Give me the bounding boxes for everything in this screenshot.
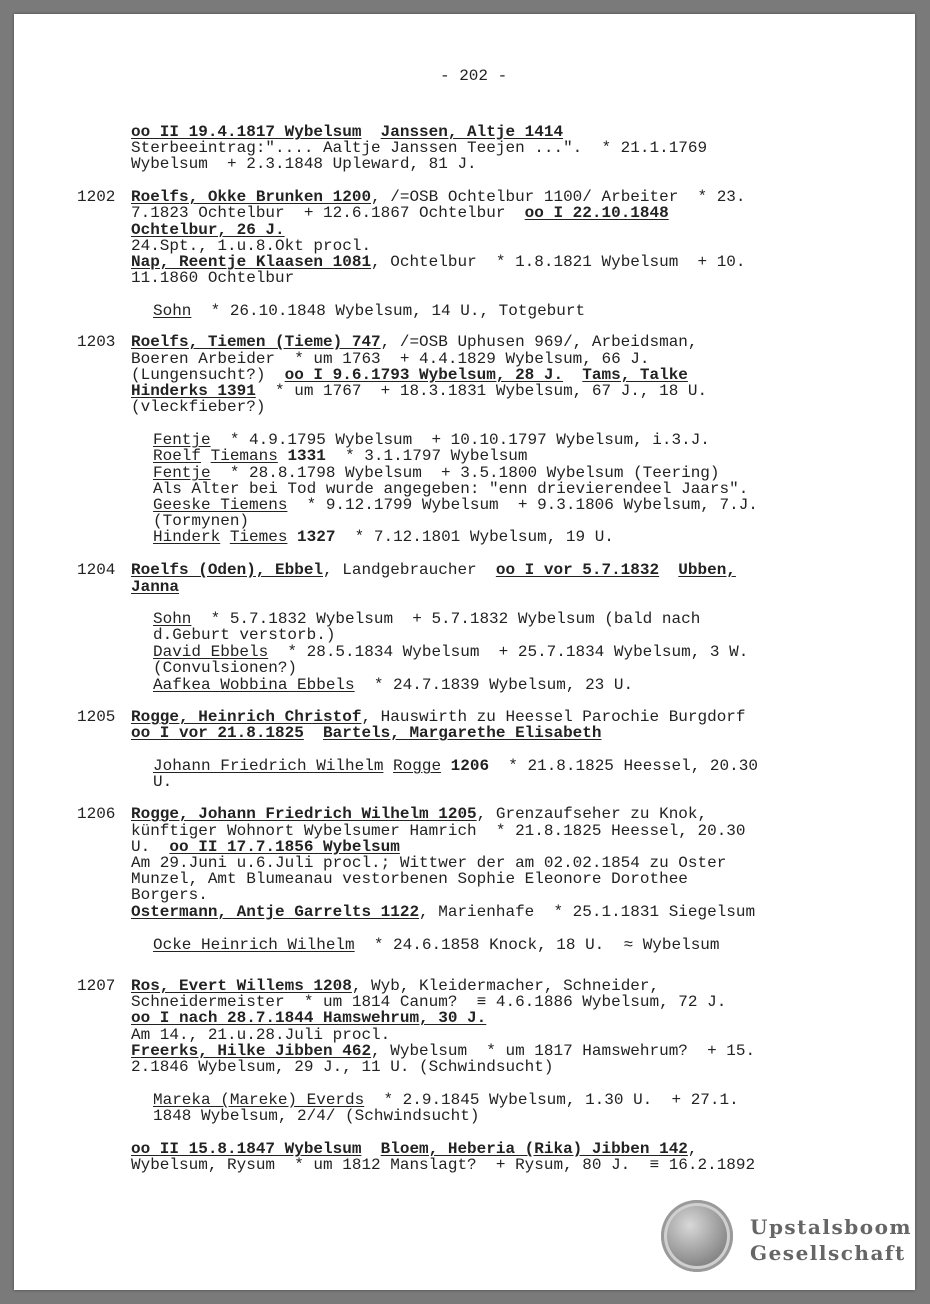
- text-segment: (Lungensucht?): [131, 366, 285, 384]
- person-reference: Ostermann, Antje Garrelts 1122: [131, 903, 420, 921]
- text-segment: [383, 757, 393, 775]
- text-segment: U.: [131, 838, 170, 856]
- text-segment: , Grenzaufseher zu Knok,: [476, 805, 708, 823]
- text-line: [153, 758, 758, 774]
- text-line: [131, 399, 265, 415]
- person-reference: Bartels, Margarethe Elisabeth: [323, 724, 602, 742]
- person-reference: Janssen, Altje 1414: [380, 123, 564, 141]
- text-line: [131, 238, 371, 254]
- text-line: [153, 937, 720, 953]
- person-reference: Ochtelbur, 26 J.: [131, 221, 285, 239]
- person-reference: oo II 15.8.1847 Wybelsum: [131, 1140, 362, 1158]
- text-line: [131, 351, 649, 367]
- person-reference: oo II 19.4.1817 Wybelsum: [131, 123, 362, 141]
- person-reference: Roelfs, Tiemen (Tieme) 747: [131, 333, 381, 351]
- text-segment: * 24.6.1858 Knock, 18 U. ≈ Wybelsum: [354, 936, 720, 954]
- person-reference: Roelfs (Oden), Ebbel: [131, 561, 324, 579]
- text-segment: Munzel, Amt Blumeanau vestorbenen Sophie Eleonore Dorothee: [131, 870, 688, 888]
- child-name: Hinderk: [153, 528, 221, 546]
- person-reference: oo I 9.6.1793 Wybelsum, 28 J.: [284, 366, 564, 384]
- text-line: [131, 725, 601, 741]
- person-reference: Janna: [131, 578, 180, 596]
- entry-number: 1206: [77, 805, 116, 823]
- text-segment: Sterbeeintrag:".... Aaltje Janssen Teejen ...". * 21.1.1769: [131, 139, 708, 157]
- text-segment: 11.1860 Ochtelbur: [131, 269, 295, 287]
- person-reference: oo I 22.10.1848: [524, 204, 669, 222]
- child-name: Rogge: [393, 757, 442, 775]
- text-line: [131, 140, 707, 156]
- text-line: [153, 611, 700, 627]
- text-segment: , /=OSB Ochtelbur 1100/ Arbeiter * 23.: [371, 188, 746, 206]
- text-segment: * 9.12.1799 Wybelsum + 9.3.1806 Wybelsum, 7.J.: [287, 496, 758, 514]
- child-name: Sohn: [153, 610, 192, 628]
- text-line: [131, 978, 659, 994]
- person-reference: Freerks, Hilke Jibben 462: [131, 1042, 372, 1060]
- text-segment: * 24.7.1839 Wybelsum, 23 U.: [354, 676, 634, 694]
- text-segment: Als Alter bei Tod wurde angegeben: "enn drievierendeel Jaars".: [153, 480, 749, 498]
- text-segment: , Wybelsum * um 1817 Hamswehrum? + 15.: [371, 1042, 756, 1060]
- text-line: [131, 383, 707, 399]
- text-line: [131, 855, 726, 871]
- text-line: [131, 222, 285, 238]
- text-line: [153, 481, 748, 497]
- entry-number: 1204: [77, 561, 116, 579]
- text-line: [131, 823, 746, 839]
- text-segment: Borgers.: [131, 886, 208, 904]
- text-line: [131, 579, 179, 595]
- text-line: [153, 303, 585, 319]
- text-line: [131, 1059, 553, 1075]
- text-line: [131, 806, 707, 822]
- person-reference: oo I vor 5.7.1832: [495, 561, 660, 579]
- text-segment: [287, 528, 297, 546]
- text-segment: 1327: [297, 528, 336, 546]
- text-line: [131, 270, 294, 286]
- text-segment: (vleckfieber?): [131, 398, 266, 416]
- text-segment: [220, 528, 230, 546]
- text-segment: d.Geburt verstorb.): [153, 626, 336, 644]
- text-segment: * 4.9.1795 Wybelsum + 10.10.1797 Wybelsum, i.3.J.: [210, 431, 710, 449]
- text-segment: 1848 Wybelsum, 2/4/ (Schwindsucht): [153, 1107, 480, 1125]
- text-line: [131, 562, 736, 578]
- text-line: [153, 513, 249, 529]
- child-name: Mareka (Mareke) Everds: [153, 1091, 365, 1109]
- text-line: [131, 367, 688, 383]
- text-segment: * 7.12.1801 Wybelsum, 19 U.: [335, 528, 614, 546]
- text-line: [153, 1092, 739, 1108]
- text-segment: * um 1767 + 18.3.1831 Wybelsum, 67 J., 18 U.: [255, 382, 708, 400]
- text-line: [153, 497, 758, 513]
- text-segment: (Tormynen): [153, 512, 250, 530]
- text-line: [131, 709, 746, 725]
- text-segment: Wybelsum + 2.3.1848 Upleward, 81 J.: [131, 155, 477, 173]
- text-line: [153, 529, 614, 545]
- text-segment: * 28.5.1834 Wybelsum + 25.7.1834 Wybelsum, 3 W.: [268, 643, 749, 661]
- text-segment: U.: [153, 773, 173, 791]
- text-segment: 7.1823 Ochtelbur + 12.6.1867 Ochtelbur: [131, 204, 525, 222]
- text-line: [131, 887, 208, 903]
- person-reference: oo I nach 28.7.1844 Hamswehrum, 30 J.: [131, 1009, 487, 1027]
- text-segment: * 5.7.1832 Wybelsum + 5.7.1832 Wybelsum (bald nach: [191, 610, 701, 628]
- text-line: [131, 156, 477, 172]
- text-line: [131, 1141, 698, 1157]
- text-line: [131, 124, 563, 140]
- text-line: [131, 189, 746, 205]
- text-segment: 1331: [287, 447, 326, 465]
- text-segment: , Marienhafe * 25.1.1831 Siegelsum: [419, 903, 756, 921]
- child-name: Tiemans: [210, 447, 278, 465]
- entry-number: 1205: [77, 708, 116, 726]
- text-line: [153, 465, 720, 481]
- text-segment: , Landgebraucher: [323, 561, 496, 579]
- person-reference: Bloem, Heberia (Rika) Jibben 142: [380, 1140, 688, 1158]
- person-reference: Rogge, Johann Friedrich Wilhelm 1205: [131, 805, 477, 823]
- text-segment: [201, 447, 211, 465]
- person-reference: Ros, Evert Willems 1208: [131, 977, 352, 995]
- text-segment: künftiger Wohnort Wybelsumer Hamrich * 21.8.1825 Heessel, 20.30: [131, 822, 746, 840]
- text-segment: , /=OSB Uphusen 969/, Arbeidsman,: [380, 333, 698, 351]
- text-segment: * 28.8.1798 Wybelsum + 3.5.1800 Wybelsum (Teering): [210, 464, 720, 482]
- text-segment: Am 14., 21.u.28.Juli procl.: [131, 1026, 391, 1044]
- text-line: [153, 627, 335, 643]
- text-line: [131, 1043, 755, 1059]
- text-line: [153, 660, 297, 676]
- text-line: [131, 994, 726, 1010]
- text-segment: Schneidermeister * um 1814 Canum? ≡ 4.6.1886 Wybelsum, 72 J.: [131, 993, 727, 1011]
- child-name: Ocke Heinrich Wilhelm: [153, 936, 355, 954]
- person-reference: Nap, Reentje Klaasen 1081: [131, 253, 372, 271]
- text-line: [131, 1027, 390, 1043]
- text-line: [131, 871, 688, 887]
- person-reference: Rogge, Heinrich Christof: [131, 708, 362, 726]
- child-name: David Ebbels: [153, 643, 269, 661]
- child-name: Sohn: [153, 302, 192, 320]
- text-segment: [659, 561, 678, 579]
- logo-line1: Upstalsboom: [750, 1215, 913, 1239]
- person-reference: Ubben,: [678, 561, 736, 579]
- text-line: [131, 839, 400, 855]
- text-line: [131, 254, 746, 270]
- child-name: Fentje: [153, 464, 211, 482]
- person-reference: Hinderks 1391: [131, 382, 256, 400]
- text-line: [131, 205, 669, 221]
- text-segment: * 21.8.1825 Heessel, 20.30: [489, 757, 758, 775]
- text-segment: 1206: [450, 757, 490, 775]
- text-line: [131, 1010, 486, 1026]
- text-line: [153, 774, 172, 790]
- child-name: Johann Friedrich Wilhelm: [153, 757, 384, 775]
- text-segment: 24.Spt., 1.u.8.Okt procl.: [131, 237, 372, 255]
- text-segment: [441, 757, 451, 775]
- person-reference: Roelfs, Okke Brunken 1200: [131, 188, 372, 206]
- text-line: [131, 904, 755, 920]
- text-segment: Am 29.Juni u.6.Juli procl.; Wittwer der am 02.02.1854 zu Oster: [131, 854, 727, 872]
- society-seal-icon: [661, 1200, 733, 1272]
- text-segment: * 26.10.1848 Wybelsum, 14 U., Totgeburt: [191, 302, 586, 320]
- entry-number: 1203: [77, 333, 116, 351]
- text-segment: * 3.1.1797 Wybelsum: [325, 447, 528, 465]
- child-name: Geeske Tiemens: [153, 496, 288, 514]
- entry-number: 1207: [77, 977, 116, 995]
- text-line: [153, 432, 710, 448]
- person-reference: Tams, Talke: [582, 366, 688, 384]
- person-reference: oo II 17.7.1856 Wybelsum: [169, 838, 400, 856]
- text-segment: ,: [687, 1140, 698, 1158]
- document-page: [14, 14, 915, 1290]
- text-segment: , Hauswirth zu Heessel Parochie Burgdorf: [361, 708, 746, 726]
- society-logo: [750, 1214, 912, 1266]
- text-segment: (Convulsionen?): [153, 659, 298, 677]
- child-name: Aafkea Wobbina Ebbels: [153, 676, 355, 694]
- text-segment: * 2.9.1845 Wybelsum, 1.30 U. + 27.1.: [364, 1091, 739, 1109]
- child-name: Roelf: [153, 447, 202, 465]
- text-segment: , Ochtelbur * 1.8.1821 Wybelsum + 10.: [371, 253, 746, 271]
- text-segment: [278, 447, 288, 465]
- child-name: Tiemes: [229, 528, 288, 546]
- text-segment: Boeren Arbeider * um 1763 + 4.4.1829 Wybelsum, 66 J.: [131, 350, 650, 368]
- text-segment: , Wyb, Kleidermacher, Schneider,: [351, 977, 660, 995]
- child-name: Fentje: [153, 431, 211, 449]
- text-line: [153, 448, 528, 464]
- text-line: [153, 677, 633, 693]
- text-segment: 2.1846 Wybelsum, 29 J., 11 U. (Schwindsucht): [131, 1058, 554, 1076]
- text-segment: [304, 724, 323, 742]
- text-line: [131, 334, 698, 350]
- entry-number: 1202: [77, 188, 116, 206]
- page-number: - 202 -: [440, 67, 508, 85]
- text-line: [131, 1157, 755, 1173]
- text-segment: Wybelsum, Rysum * um 1812 Manslagt? + Rysum, 80 J. ≡ 16.2.1892: [131, 1156, 756, 1174]
- text-line: [153, 644, 748, 660]
- person-reference: oo I vor 21.8.1825: [131, 724, 304, 742]
- text-line: [153, 1108, 479, 1124]
- logo-line2: Gesellschaft: [750, 1241, 906, 1265]
